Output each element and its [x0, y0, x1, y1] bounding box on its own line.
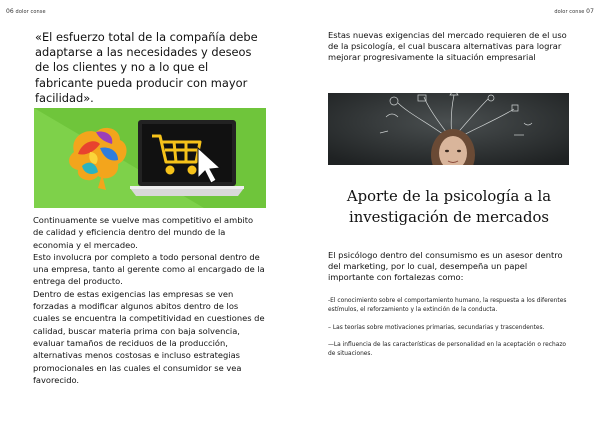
header-text: dolor conse — [15, 9, 46, 15]
list-item: – Las teorías sobre motivaciones primarias, secundarias y trascendentes. — [328, 324, 545, 331]
list-item: —La influencia de las características de personalidad en la aceptación o rechazo de situaciones. — [328, 342, 567, 358]
section-intro: El psicólogo dentro del consumismo es un asesor dentro del marketing, por lo cual, desempeña un papel importante con fortalezas como: — [328, 250, 563, 283]
marketing-banner — [34, 108, 266, 208]
list-item: -El conocimiento sobre el comportamiento humano, la respuesta a los diferentes estímulos, el reforzamiento y la extinción de la conducta. — [328, 298, 567, 313]
photo-illustration — [328, 93, 569, 165]
strengths-list — [328, 297, 572, 368]
pull-quote: «El esfuerzo total de la compañía debe adaptarse a las necesidades y deseos de los clientes y no a lo que el fabricante pueda producir con mayor facilidad». — [35, 30, 258, 105]
left-page-header — [6, 8, 46, 15]
thinking-woman-photo — [328, 93, 569, 165]
body-text-left: Continuamente se vuelve mas competitivo el ambito de calidad y eficiencia dentro del mundo de la economia y el mercadeo. Esto involucra por completo a todo personal dentro de una empresa, tanto al gerente como al encargado de la entrega del producto. Dentro de estas exigencias las empresas se ven forzadas a modificar algunos abitos dentro de los cuales se encuentra la competitividad en cuestiones de calidad, buscar materia prima con baja solvencia, evaluar tamaños de reciduos de la producción, alternativas menos costosas e incluso estrategias promocionales en las cuales el consumidor se vea favorecido. — [33, 215, 265, 385]
page-number: 06 — [6, 8, 14, 15]
header-text: dolor conse — [554, 9, 585, 15]
banner-illustration — [34, 108, 266, 208]
intro-paragraph: Estas nuevas exigencias del mercado requieren de el uso de la psicología, el cual buscara alternativas para lograr mejorar progresivamente la situación empresarial — [328, 30, 567, 63]
colorful-brain-icon — [69, 128, 127, 190]
page-number: 07 — [586, 8, 594, 15]
section-title: Aporte de la psicología a la investigación de mercados — [346, 188, 552, 226]
right-page-header — [554, 8, 594, 15]
